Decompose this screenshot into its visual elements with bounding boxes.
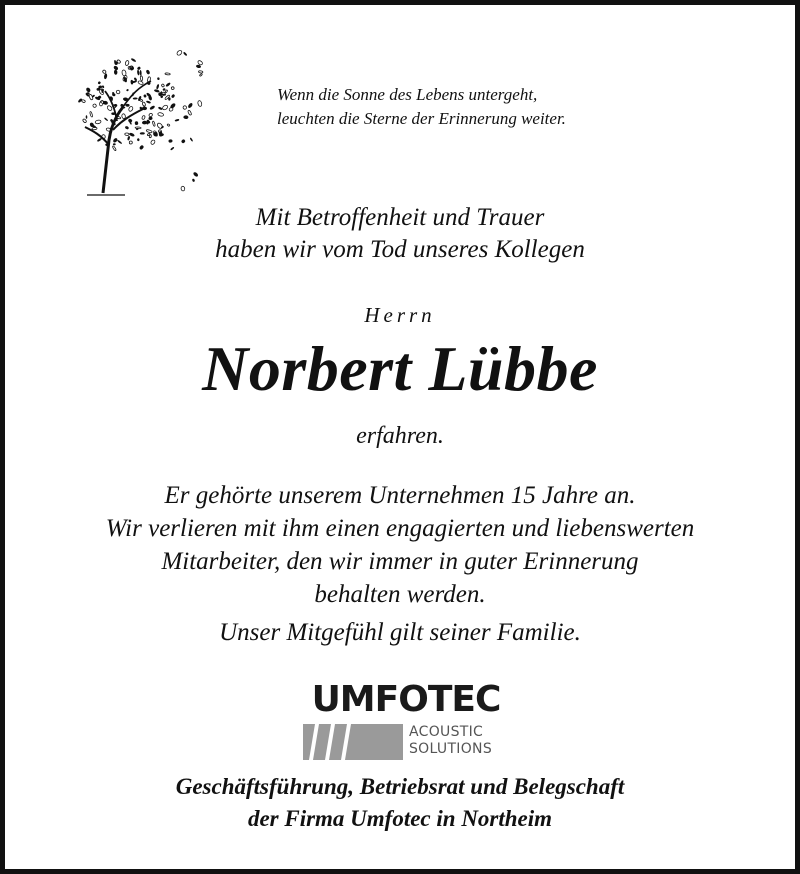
leaf-mark bbox=[165, 73, 170, 75]
leaf-mark bbox=[167, 124, 170, 127]
leaf-mark bbox=[81, 99, 85, 103]
leaf-mark bbox=[146, 129, 152, 133]
leaf-mark bbox=[143, 94, 147, 98]
leaf-mark bbox=[140, 70, 142, 76]
logo-brand: UMFOTEC bbox=[311, 679, 501, 720]
intro-line: haben wir vom Tod unseres Kollegen bbox=[215, 236, 585, 263]
leaf-mark bbox=[92, 103, 97, 108]
leaf-mark bbox=[125, 60, 130, 66]
quote-line: leuchten die Sterne der Erinnerung weiter. bbox=[277, 109, 566, 128]
leaf-mark bbox=[104, 73, 108, 79]
tribute-line: Mitarbeiter, den wir immer in guter Erinnerung bbox=[161, 548, 639, 575]
leaf-mark bbox=[106, 105, 112, 111]
intro-text bbox=[5, 202, 795, 266]
leaf-mark bbox=[117, 139, 123, 144]
leaf-mark bbox=[137, 66, 141, 70]
leaf-mark bbox=[199, 73, 202, 76]
leaf-mark bbox=[187, 102, 193, 109]
leaf-mark bbox=[149, 105, 155, 110]
leaf-mark bbox=[137, 138, 140, 141]
leaf-mark bbox=[131, 58, 137, 63]
leaf-mark bbox=[114, 70, 118, 75]
leaf-mark bbox=[147, 133, 150, 136]
logo-subtitle bbox=[409, 724, 492, 758]
leaf-mark bbox=[157, 77, 160, 80]
leaf-mark bbox=[125, 133, 129, 136]
leaf-mark bbox=[113, 143, 116, 145]
leaf-mark bbox=[168, 139, 172, 143]
leaf-mark bbox=[183, 105, 188, 110]
leaf-mark bbox=[138, 80, 144, 85]
leaf-mark bbox=[128, 118, 133, 123]
leaf-mark bbox=[181, 139, 186, 144]
signature-line: der Firma Umfotec in Northeim bbox=[247, 806, 553, 831]
leaf-mark bbox=[158, 112, 164, 116]
leaf-mark bbox=[140, 76, 143, 81]
leaf-mark bbox=[161, 84, 165, 88]
leaf-mark bbox=[97, 81, 101, 85]
leaf-mark bbox=[121, 70, 126, 77]
leaf-mark bbox=[137, 70, 140, 76]
leaf-mark bbox=[197, 100, 202, 107]
leaf-mark bbox=[90, 111, 93, 117]
leaf-mark bbox=[181, 186, 185, 191]
tribute-line: Er gehörte unserem Unternehmen 15 Jahre an. bbox=[164, 482, 636, 509]
leaf-mark bbox=[148, 113, 153, 118]
leaf-mark bbox=[171, 87, 174, 90]
leaf-mark bbox=[162, 88, 166, 91]
leaf-mark bbox=[183, 52, 188, 57]
leaf-mark bbox=[192, 178, 195, 182]
deceased-name: Norbert Lübbe bbox=[202, 333, 598, 404]
leaf-mark bbox=[127, 136, 130, 141]
leaf-mark bbox=[140, 132, 145, 134]
leaf-mark bbox=[139, 145, 144, 151]
leaf-mark bbox=[133, 97, 138, 99]
leaf-mark bbox=[152, 121, 155, 127]
leaf-mark bbox=[193, 171, 199, 177]
leaf-mark bbox=[136, 128, 139, 131]
leaf-mark bbox=[85, 87, 91, 93]
leaf-mark bbox=[112, 146, 116, 151]
leaf-mark bbox=[116, 90, 120, 94]
leaf-mark bbox=[146, 100, 151, 104]
leaf-mark bbox=[125, 104, 129, 107]
leaf-mark bbox=[138, 96, 142, 102]
leaf-mark bbox=[150, 139, 155, 145]
leaf-mark bbox=[156, 84, 160, 90]
leaf-mark bbox=[142, 102, 146, 107]
sympathy-text: Unser Mitgefühl gilt seiner Familie. bbox=[219, 619, 581, 646]
leaf-mark bbox=[158, 106, 163, 110]
logo-sub-line: SOLUTIONS bbox=[409, 741, 493, 757]
learned-text: erfahren. bbox=[356, 423, 444, 449]
leaf-mark bbox=[190, 137, 194, 142]
leaf-mark bbox=[198, 71, 203, 74]
leaf-mark bbox=[128, 106, 134, 112]
leaf-mark bbox=[121, 114, 125, 119]
tribute-text bbox=[5, 479, 795, 611]
leaf-mark bbox=[197, 60, 203, 66]
leaf-mark bbox=[82, 118, 87, 123]
leaf-mark bbox=[95, 120, 101, 125]
epigraph-quote bbox=[277, 83, 697, 131]
leaf-mark bbox=[102, 69, 106, 73]
leaf-mark bbox=[135, 121, 139, 125]
leaf-mark bbox=[165, 82, 171, 87]
intro-line: Mit Betroffenheit und Trauer bbox=[255, 204, 545, 231]
tribute-line: Wir verlieren mit ihm einen engagierten und liebenswerten bbox=[105, 515, 695, 542]
logo-bars-icon bbox=[303, 724, 403, 760]
leaf-mark bbox=[154, 89, 160, 93]
company-logo bbox=[301, 680, 511, 762]
signature-line: Geschäftsführung, Betriebsrat und Belegschaft bbox=[175, 774, 625, 799]
leaf-mark bbox=[86, 115, 88, 119]
windblown-tree-icon bbox=[65, 35, 205, 200]
leaf-mark bbox=[89, 94, 94, 100]
leaf-mark bbox=[175, 119, 180, 122]
leaf-mark bbox=[126, 89, 129, 92]
leaf-mark bbox=[176, 50, 183, 56]
leaf-mark bbox=[162, 104, 169, 110]
leaf-mark bbox=[183, 115, 188, 119]
quote-line: Wenn die Sonne des Lebens untergeht, bbox=[277, 85, 538, 104]
leaf-mark bbox=[142, 115, 146, 120]
tribute-line: behalten werden. bbox=[314, 581, 486, 608]
leaf-mark bbox=[129, 141, 132, 144]
leaf-mark bbox=[170, 146, 175, 150]
leaf-mark bbox=[146, 69, 151, 75]
leaf-mark bbox=[102, 85, 105, 88]
leaf-mark bbox=[171, 94, 176, 99]
leaf-mark bbox=[104, 117, 109, 121]
logo-sub-line: ACOUSTIC bbox=[409, 724, 484, 740]
leaf-mark bbox=[187, 110, 191, 116]
leaf-mark bbox=[165, 90, 168, 94]
signature bbox=[5, 771, 795, 835]
salutation: Herrn bbox=[364, 303, 436, 327]
